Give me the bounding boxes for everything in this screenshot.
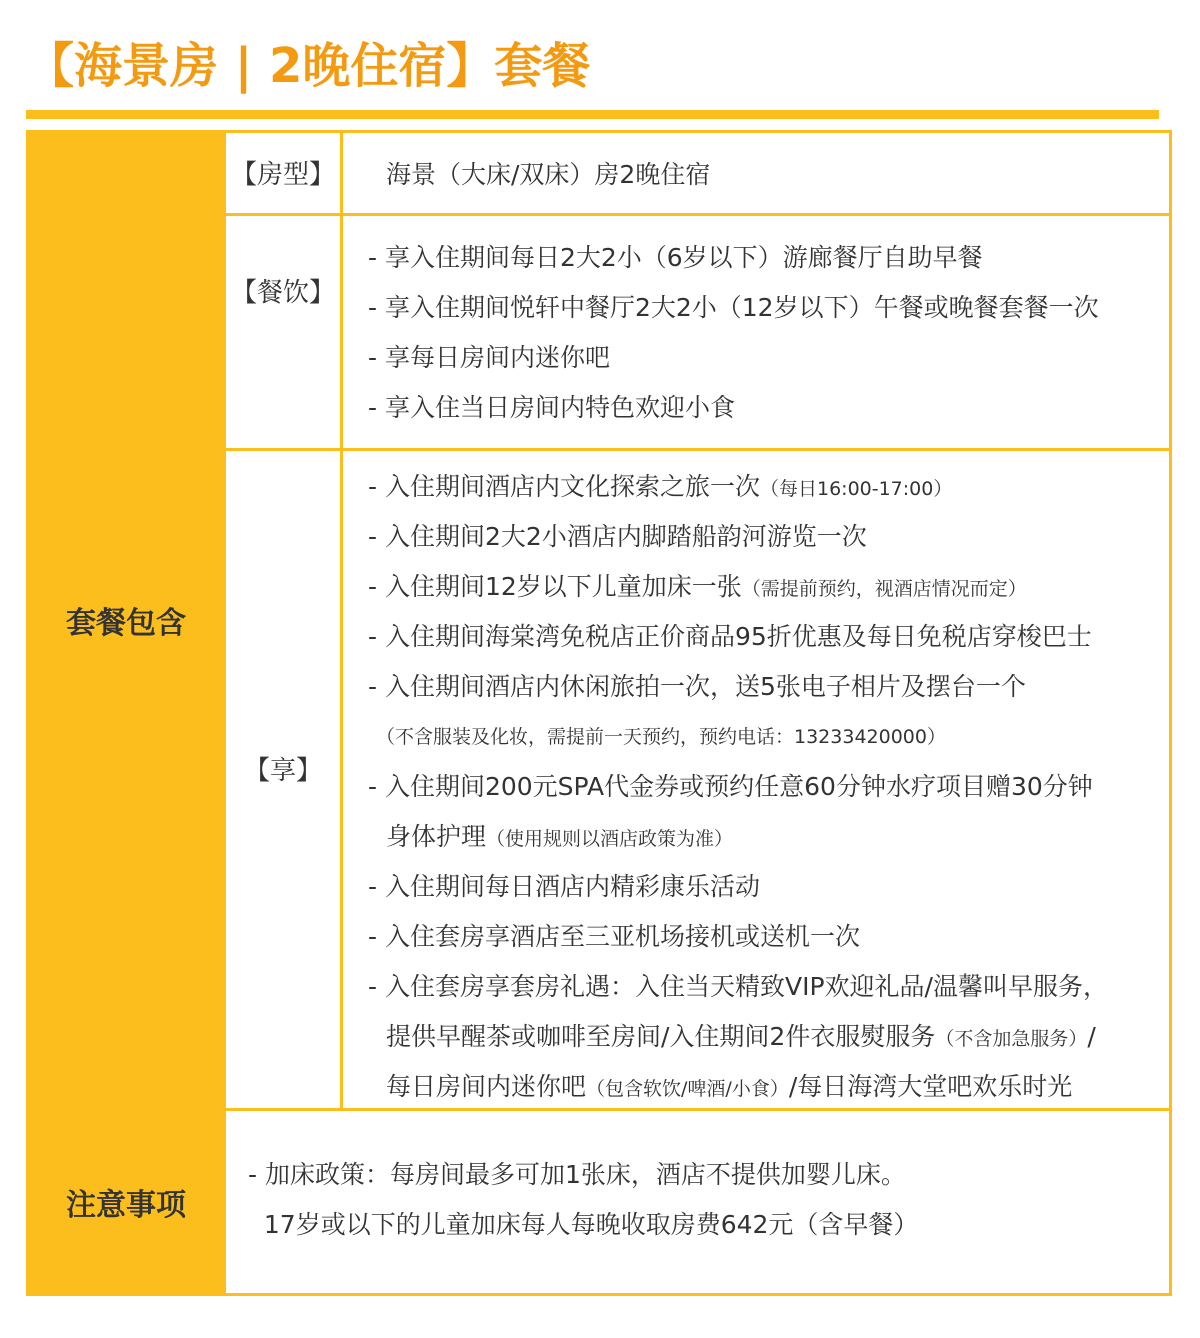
dining-item: - 享入住当日房间内特色欢迎小食	[368, 393, 735, 422]
room-type-text: 海景（大床/双床）房2晚住宿	[386, 160, 711, 189]
room-type-label: 【房型】	[230, 160, 335, 190]
row-divider-room	[226, 213, 1172, 216]
enjoy-item: - 入住期间2大2小酒店内脚踏船韵河游览一次	[368, 522, 867, 551]
enjoy-item-note: （不含加急服务）	[935, 1028, 1088, 1050]
dining-item: - 享入住期间悦轩中餐厅2大2小（12岁以下）午餐或晚餐套餐一次	[368, 293, 1099, 322]
dining-item: - 享入住期间每日2大2小（6岁以下）游廊餐厅自助早餐	[368, 243, 983, 272]
enjoy-item: - 入住期间海棠湾免税店正价商品95折优惠及每日免税店穿梭巴士	[368, 622, 1092, 651]
package-includes-header: 套餐包含	[26, 130, 226, 1110]
note-line: - 加床政策：每房间最多可加1张床，酒店不提供加婴儿床。	[248, 1160, 906, 1189]
enjoy-item-note: （需提前预约，视酒店情况而定）	[741, 578, 1027, 600]
label-column-divider	[340, 130, 343, 1110]
dining-item: - 享每日房间内迷你吧	[368, 343, 610, 372]
enjoy-item: - 入住期间酒店内文化探索之旅一次（每日16:00-17:00）	[368, 472, 953, 501]
enjoy-item: - 入住套房享酒店至三亚机场接机或送机一次	[368, 922, 860, 951]
enjoy-item: - 入住套房享套房礼遇：入住当天精致VIP欢迎礼品/温馨叫早服务，	[368, 972, 1108, 1001]
enjoy-label: 【享】	[243, 756, 322, 786]
title-underline	[26, 110, 1159, 119]
enjoy-item-continued: 身体护理（使用规则以酒店政策为准）	[386, 822, 734, 851]
enjoy-item: - 入住期间酒店内休闲旅拍一次，送5张电子相片及摆台一个	[368, 672, 1026, 701]
note-line: 17岁或以下的儿童加床每人每晚收取房费642元（含早餐）	[248, 1210, 919, 1239]
enjoy-item-continued: 每日房间内迷你吧（包含软饮/啤酒/小食）/每日海湾大堂吧欢乐时光	[386, 1072, 1073, 1101]
enjoy-item: - 入住期间200元SPA代金券或预约任意60分钟水疗项目赠30分钟	[368, 772, 1093, 801]
enjoy-item-note: （每日16:00-17:00）	[759, 478, 953, 500]
enjoy-item-continued: 提供早醒茶或咖啡至房间/入住期间2件衣服熨服务（不含加急服务）/	[386, 1022, 1096, 1051]
enjoy-item: - 入住期间12岁以下儿童加床一张（需提前预约，视酒店情况而定）	[368, 572, 1027, 601]
enjoy-item: - 入住期间每日酒店内精彩康乐活动	[368, 872, 760, 901]
enjoy-item-note: （包含软饮/啤酒/小食）	[586, 1078, 789, 1100]
dining-content	[368, 233, 1168, 433]
room-type-content	[386, 150, 1186, 200]
dining-label: 【餐饮】	[230, 278, 335, 308]
notes-content	[248, 1150, 1148, 1250]
page-title: 【海景房 | 2晚住宿】套餐	[26, 38, 591, 94]
notes-header: 注意事项	[26, 1108, 226, 1296]
row-divider-dining	[226, 448, 1172, 451]
enjoy-item-note: （不含服装及化妆，需提前一天预约，预约电话：13233420000）	[376, 726, 946, 748]
enjoy-item-note: （使用规则以酒店政策为准）	[486, 828, 734, 850]
enjoy-content	[368, 462, 1168, 1112]
